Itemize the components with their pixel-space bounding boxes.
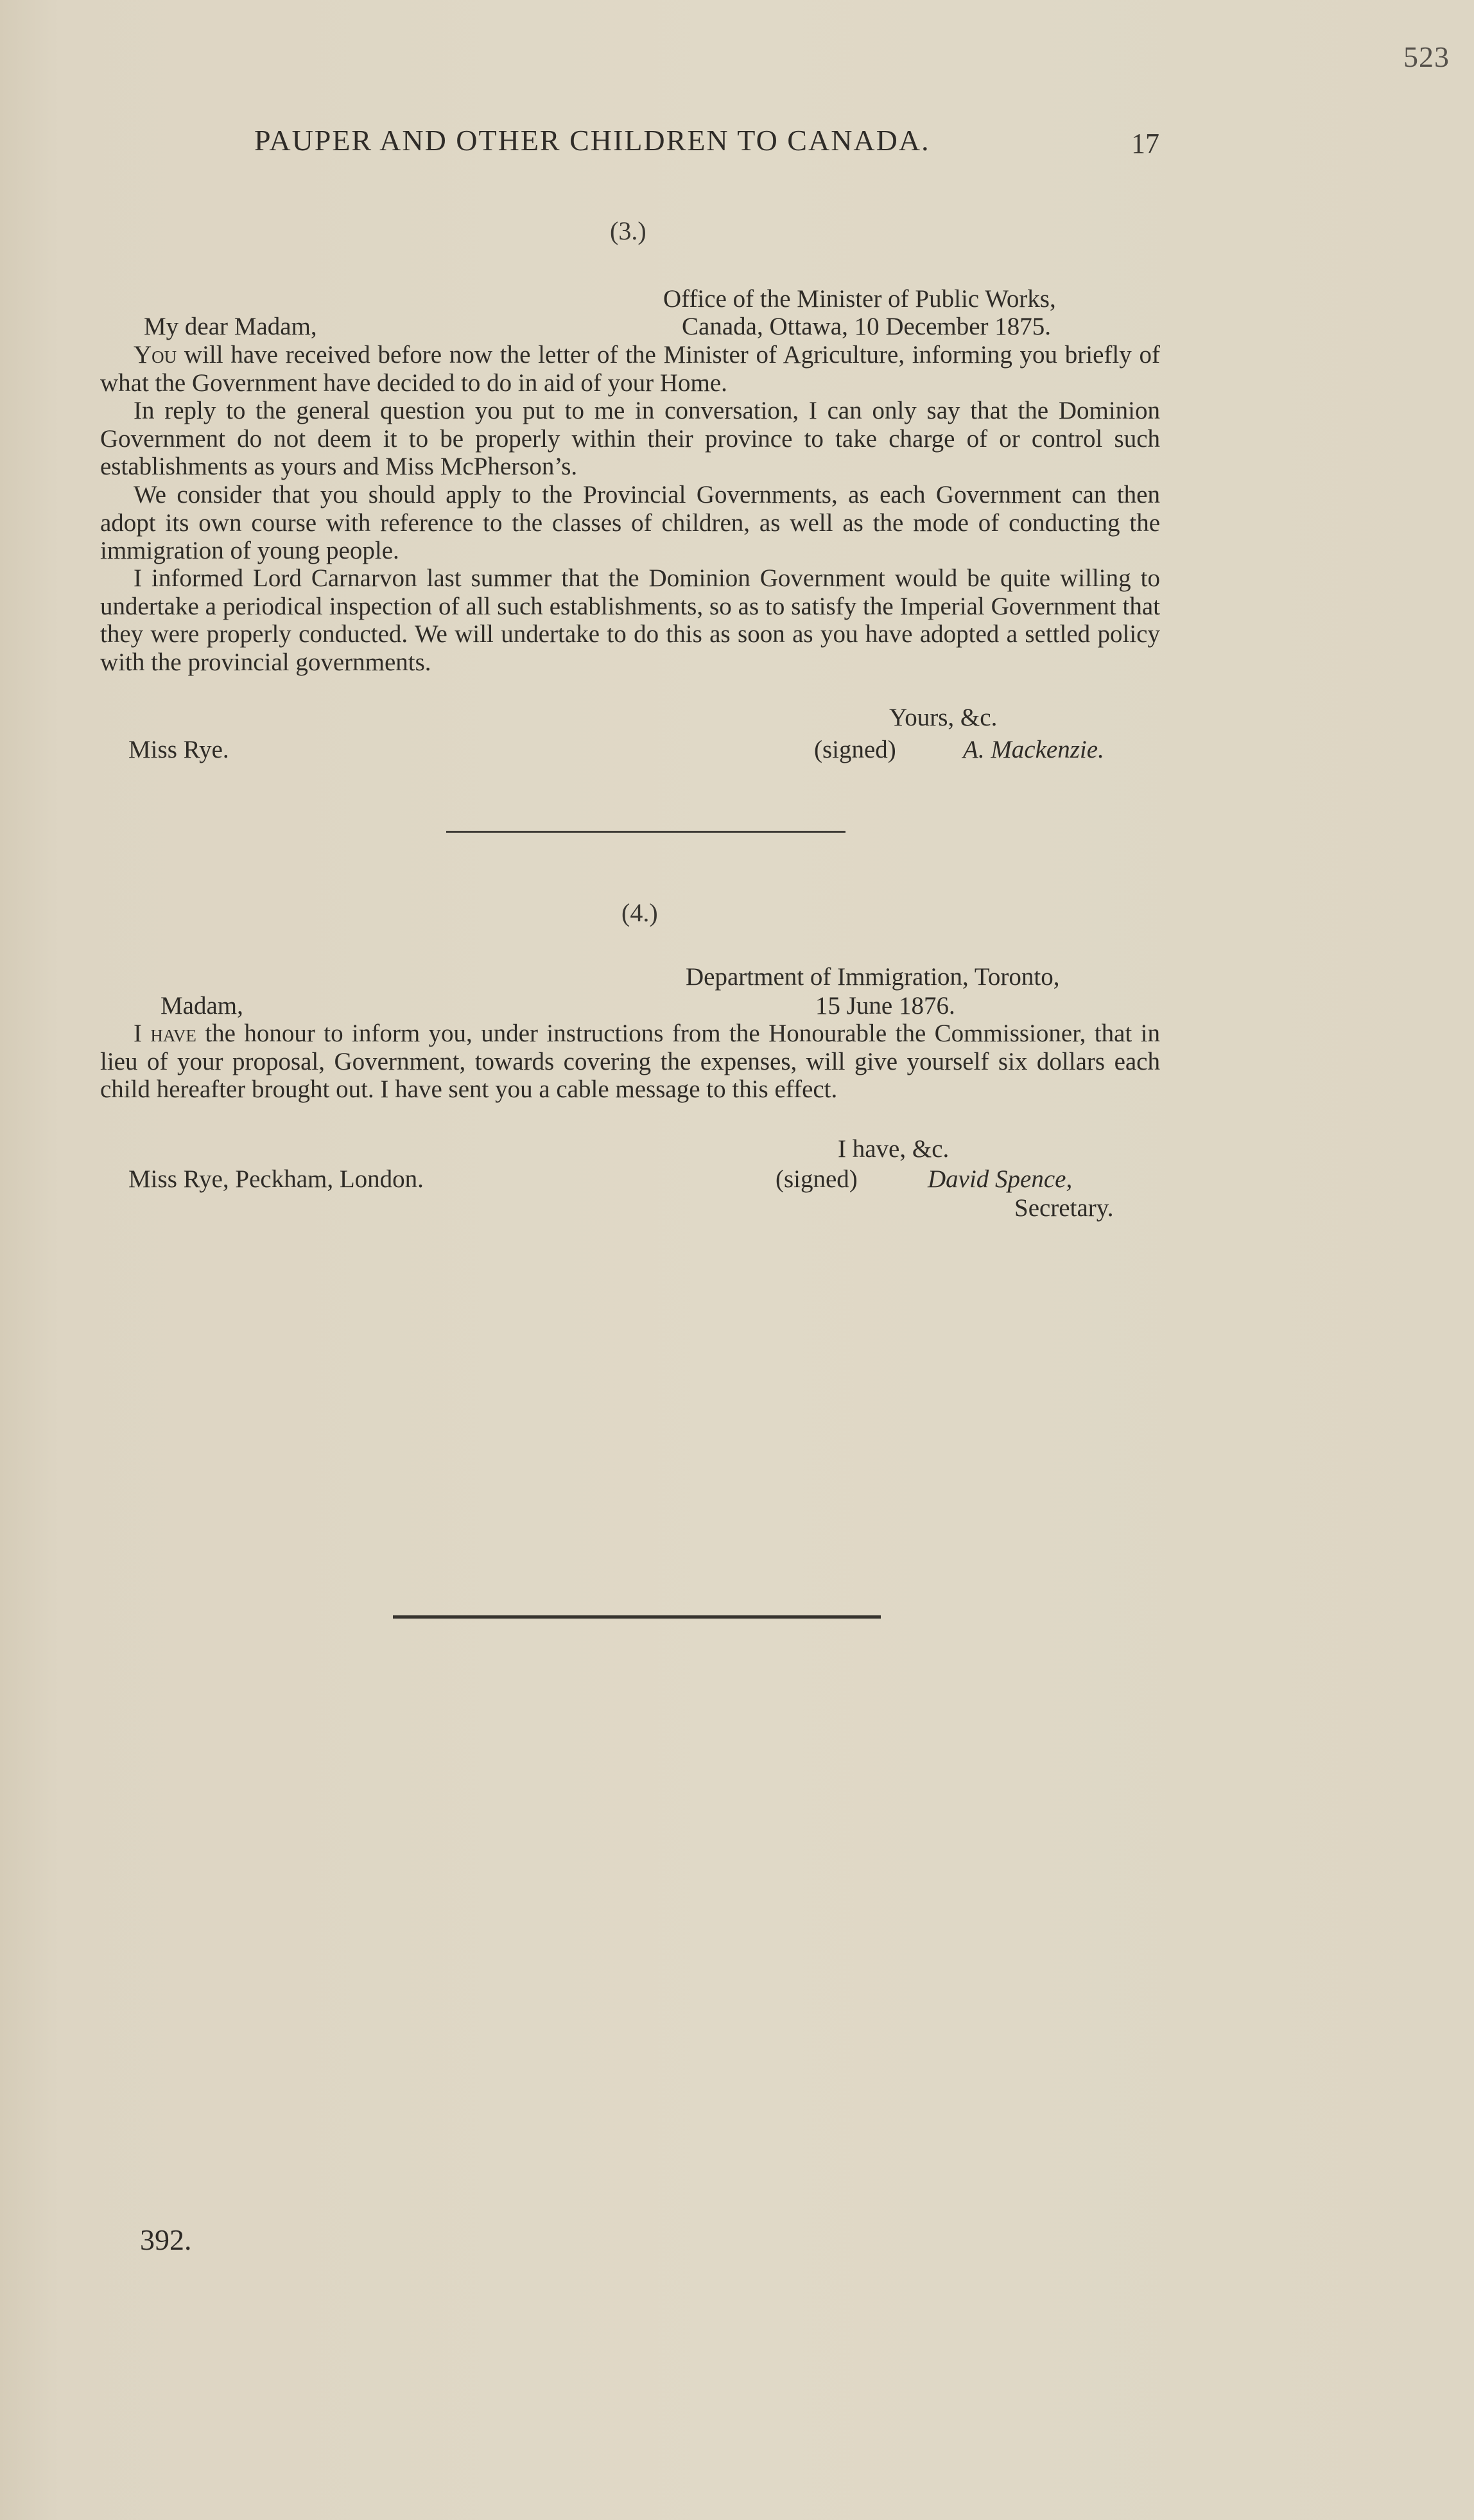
addressee: Miss Rye, Peckham, London. [128,1165,424,1193]
signatory-title: Secretary. [1014,1194,1114,1222]
sender-address: Department of Immigration, Toronto, [686,963,1060,991]
letter-number: (3.) [610,216,646,245]
paragraph-text: We consider that you should apply to the Provincial Governments, as each Government can then adopt its own course with reference to the classes of children, as well as the mode of conducting the immigration of young people. [100,481,1160,564]
paragraph-text: In reply to the general question you put to me in conversation, I can only say that the Dominion Government do not deem it to be properly within their province to take charge of or control such establishments as yours and Miss McPherson’s. [100,397,1160,480]
signed-label: (signed) [776,1165,858,1193]
closing: I have, &c. [838,1135,949,1163]
folio-number: 523 [1403,40,1450,73]
closing: Yours, &c. [889,704,998,731]
running-head: PAUPER AND OTHER CHILDREN TO CANADA. [254,124,930,157]
paragraph-lead: I have [134,1020,196,1047]
paragraph-text: will have received before now the letter of the Minister of Agriculture, informing you briefly of what the Government have decided to do in aid of your Home. [100,341,1160,397]
sender-date: 15 June 1876. [815,992,955,1020]
letter-paragraph [100,564,1160,676]
letter-paragraph [100,397,1160,481]
section-divider [446,831,845,833]
sender-address: Office of the Minister of Public Works, [663,285,1056,313]
letter-paragraph [100,481,1160,565]
paragraph-text: the honour to inform you, under instructions from the Honourable the Commissioner, that in lieu of your proposal, Government, towards covering the expenses, will give yourself six dollars each child hereafter brought out. I have sent you a cable message to this effect. [100,1020,1160,1103]
end-rule [393,1615,881,1619]
signed-label: (signed) [814,736,896,763]
salutation: Madam, [160,992,243,1020]
letter-paragraph [100,1020,1160,1104]
addressee: Miss Rye. [128,736,229,763]
paragraph-text: I informed Lord Carnarvon last summer that the Dominion Government would be quite willing to undertake a periodical inspection of all such establishments, so as to satisfy the Imperial Government that they were properly conducted. We will undertake to do this as soon as you have adopted a settled policy with the provincial governments. [100,564,1160,676]
sheet-signature: 392. [140,2223,192,2256]
signatory-name: A. Mackenzie. [963,736,1104,763]
page-number: 17 [1131,128,1159,159]
letter-paragraph [100,341,1160,397]
signatory-name: David Spence, [928,1165,1073,1193]
letter-number: (4.) [621,898,658,927]
paragraph-lead: You [134,341,177,369]
sender-date: Canada, Ottawa, 10 December 1875. [682,313,1052,340]
salutation: My dear Madam, [144,313,317,340]
